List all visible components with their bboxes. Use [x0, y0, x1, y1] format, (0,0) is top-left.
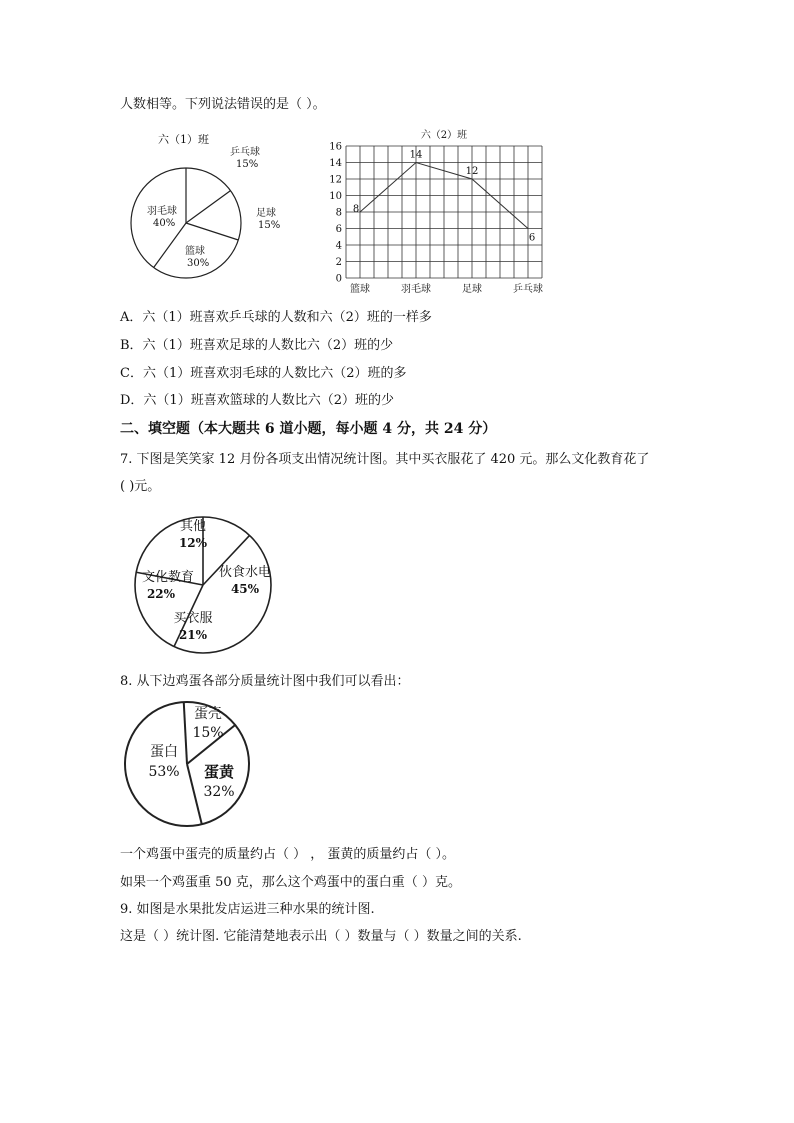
- y-tick-label-8: 16: [329, 141, 342, 153]
- data-label-3: 6: [528, 232, 536, 244]
- section-2-heading: 二、填空题（本大题共 6 道小题，每小题 4 分，共 24 分）: [120, 421, 497, 437]
- pie2-percent-clothes: 21%: [178, 628, 208, 642]
- pie3-percent-white: 53%: [148, 764, 180, 780]
- pie1-divider-3: [154, 223, 186, 267]
- option-c: C．六（1）班喜欢羽毛球的人数比六（2）班的多: [120, 366, 407, 381]
- pie1-divider-1: [186, 191, 230, 223]
- y-tick-label-4: 8: [335, 207, 342, 219]
- pie3-divider-2: [187, 764, 202, 824]
- pie-chart-class-6-1: [120, 130, 281, 280]
- option-b: B．六（1）班喜欢足球的人数比六（2）班的少: [120, 338, 394, 353]
- pie2-percent-other: 12%: [178, 536, 208, 550]
- pie3-percent-shell: 15%: [192, 725, 224, 741]
- question-9-line-2: 这是（ ）统计图. 它能清楚地表示出（ ）数量与（ ）数量之间的关系.: [120, 929, 522, 944]
- pie3-percent-yolk: 32%: [203, 784, 235, 800]
- y-tick-label-1: 2: [335, 257, 342, 268]
- question-8-blank-line-2: 如果一个鸡蛋重 50 克，那么这个鸡蛋中的蛋白重（ ）克。: [120, 875, 461, 890]
- pie3-label-shell: 蛋壳: [194, 706, 222, 722]
- x-tick-label-1: 羽毛球: [401, 284, 431, 295]
- pie2-percent-food: 45%: [230, 582, 260, 596]
- pie2-label-education: 文化教育: [141, 570, 195, 585]
- y-tick-label-2: 4: [335, 240, 342, 252]
- pie1-title: 六（1）班: [158, 133, 209, 146]
- pie2-label-clothes: 买衣服: [173, 611, 213, 626]
- pie1-percent-badminton: 40%: [153, 218, 176, 229]
- pie1-slices: [131, 168, 241, 278]
- question-8-blank-line-1: 一个鸡蛋中蛋壳的质量约占（ ） ， 蛋黄的质量约占（ ）。: [120, 847, 456, 862]
- pie2-percent-education: 22%: [146, 587, 176, 601]
- question-7-line-1: 7. 下图是笑笑家 12 月份各项支出情况统计图。其中买衣服花了 420 元。那么文化教育花了: [120, 452, 650, 467]
- question-7-line-2: ( )元。: [120, 479, 161, 494]
- data-label-1: 14: [409, 149, 423, 161]
- line-chart-title: 六（2）班: [420, 130, 468, 141]
- pie2-label-food: 伙食水电: [218, 565, 272, 580]
- y-tick-label-7: 14: [329, 158, 342, 169]
- line-chart-y-ticks: [329, 142, 342, 285]
- x-tick-label-0: 篮球: [350, 284, 370, 295]
- y-tick-label-6: 12: [329, 174, 342, 186]
- pie1-divider-2: [186, 223, 238, 240]
- line-chart-grid: [346, 146, 542, 278]
- pie1-percent-football: 15%: [258, 220, 281, 231]
- question-8-line-1: 8. 从下边鸡蛋各部分质量统计图中我们可以看出：: [120, 674, 410, 689]
- pie1-label-badminton: 羽毛球: [147, 206, 177, 217]
- y-tick-label-3: 6: [335, 224, 342, 235]
- pie1-label-football: 足球: [256, 208, 276, 219]
- x-tick-label-2: 足球: [462, 284, 482, 295]
- question-6-stem-tail: 人数相等。下列说法错误的是（ ）。: [120, 97, 326, 112]
- data-label-2: 12: [465, 166, 479, 177]
- pie3-divider-0: [184, 702, 187, 764]
- line-chart-class-6-2: [300, 126, 545, 296]
- pie1-label-basketball: 篮球: [185, 246, 205, 257]
- line-chart-x-ticks: [350, 282, 543, 295]
- pie1-percent-basketball: 30%: [187, 258, 210, 269]
- pie3-label-white: 蛋白: [150, 744, 178, 760]
- question-9-line-1: 9. 如图是水果批发店运进三种水果的统计图.: [120, 902, 375, 917]
- pie2-label-other: 其他: [179, 519, 207, 534]
- pie-chart-family-expenses: [133, 510, 283, 660]
- y-tick-label-0: 0: [335, 273, 342, 285]
- pie3-label-yolk: 蛋黄: [203, 763, 235, 781]
- data-label-0: 8: [352, 204, 360, 215]
- option-d: D．六（1）班喜欢篮球的人数比六（2）班的少: [120, 393, 394, 408]
- option-a: A．六（1）班喜欢乒乓球的人数和六（2）班的一样多: [120, 310, 432, 325]
- x-tick-label-3: 乒乓球: [513, 284, 543, 295]
- pie1-percent-pingpong: 15%: [236, 159, 259, 170]
- y-tick-label-5: 10: [329, 191, 342, 202]
- pie1-label-pingpong: 乒乓球: [230, 147, 260, 158]
- pie-chart-egg-parts: [120, 700, 260, 830]
